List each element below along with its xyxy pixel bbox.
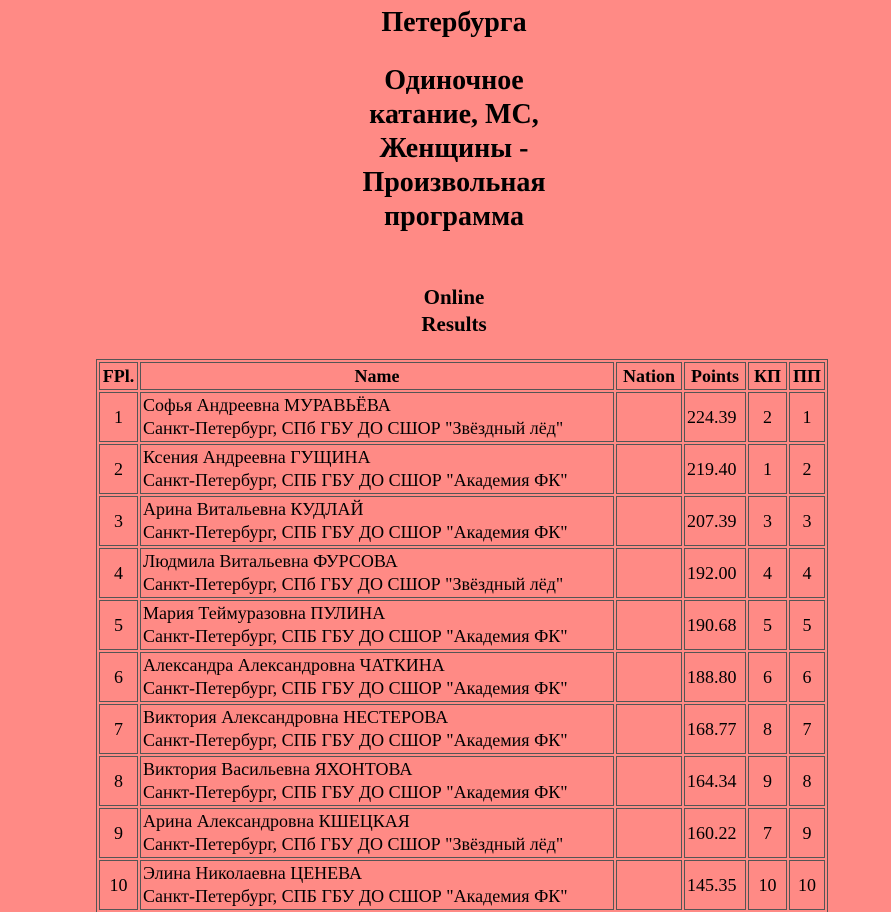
skater-club: Санкт-Петербург, СПБ ГБУ ДО СШОР "Академия ФК" <box>143 522 568 542</box>
place-cell: 3 <box>99 496 138 546</box>
points-cell: 207.39 <box>684 496 746 546</box>
table-row <box>99 600 825 650</box>
skater-club: Санкт-Петербург, СПб ГБУ ДО СШОР "Звёздный лёд" <box>143 418 564 438</box>
event-title-line: Одиночное <box>384 65 524 96</box>
nation-cell <box>616 444 682 494</box>
points-cell: 188.80 <box>684 652 746 702</box>
event-title-line: катание, МС, <box>369 99 539 130</box>
skater-name: Арина Витальевна КУДЛАЙ <box>143 499 364 519</box>
short-program-place-cell: 6 <box>748 652 787 702</box>
skater-name: Виктория Александровна НЕСТЕРОВА <box>143 707 449 727</box>
skater-name: Элина Николаевна ЦЕНЕВА <box>143 863 363 883</box>
skater-club: Санкт-Петербург, СПБ ГБУ ДО СШОР "Академия ФК" <box>143 678 568 698</box>
skater-club: Санкт-Петербург, СПБ ГБУ ДО СШОР "Академия ФК" <box>143 730 568 750</box>
nation-cell <box>616 808 682 858</box>
header-place: FPl. <box>99 362 138 390</box>
place-cell: 10 <box>99 860 138 910</box>
place-cell: 5 <box>99 600 138 650</box>
skater-name: Мария Теймуразовна ПУЛИНА <box>143 603 386 623</box>
skater-club: Санкт-Петербург, СПБ ГБУ ДО СШОР "Академия ФК" <box>143 886 568 906</box>
free-program-place-cell: 2 <box>789 444 825 494</box>
skater-cell <box>140 860 614 910</box>
points-cell: 160.22 <box>684 808 746 858</box>
nation-cell <box>616 704 682 754</box>
table-row <box>99 392 825 442</box>
skater-club: Санкт-Петербург, СПб ГБУ ДО СШОР "Звёздный лёд" <box>143 834 564 854</box>
nation-cell <box>616 548 682 598</box>
skater-club: Санкт-Петербург, СПБ ГБУ ДО СШОР "Академия ФК" <box>143 626 568 646</box>
points-cell: 224.39 <box>684 392 746 442</box>
table-row <box>99 652 825 702</box>
header-free-program: ПП <box>789 362 825 390</box>
short-program-place-cell: 8 <box>748 704 787 754</box>
short-program-place-cell: 10 <box>748 860 787 910</box>
free-program-place-cell: 9 <box>789 808 825 858</box>
table-row <box>99 860 825 910</box>
skater-club: Санкт-Петербург, СПб ГБУ ДО СШОР "Звёздный лёд" <box>143 574 564 594</box>
skater-name: Софья Андреевна МУРАВЬЁВА <box>143 395 391 415</box>
skater-cell <box>140 600 614 650</box>
nation-cell <box>616 392 682 442</box>
skater-cell <box>140 704 614 754</box>
skater-name: Людмила Витальевна ФУРСОВА <box>143 551 398 571</box>
short-program-place-cell: 9 <box>748 756 787 806</box>
header-nation: Nation <box>616 362 682 390</box>
short-program-place-cell: 5 <box>748 600 787 650</box>
table-row <box>99 704 825 754</box>
points-cell: 192.00 <box>684 548 746 598</box>
skater-name: Александра Александровна ЧАТКИНА <box>143 655 445 675</box>
skater-club: Санкт-Петербург, СПБ ГБУ ДО СШОР "Академия ФК" <box>143 782 568 802</box>
short-program-place-cell: 4 <box>748 548 787 598</box>
place-cell: 2 <box>99 444 138 494</box>
table-row <box>99 756 825 806</box>
skater-cell <box>140 808 614 858</box>
points-cell: 168.77 <box>684 704 746 754</box>
points-cell: 219.40 <box>684 444 746 494</box>
free-program-place-cell: 6 <box>789 652 825 702</box>
points-cell: 164.34 <box>684 756 746 806</box>
points-cell: 190.68 <box>684 600 746 650</box>
nation-cell <box>616 756 682 806</box>
skater-cell <box>140 548 614 598</box>
table-row <box>99 548 825 598</box>
skater-club: Санкт-Петербург, СПБ ГБУ ДО СШОР "Академия ФК" <box>143 470 568 490</box>
free-program-place-cell: 1 <box>789 392 825 442</box>
skater-cell <box>140 496 614 546</box>
header-points: Points <box>684 362 746 390</box>
online-results-heading <box>304 284 604 338</box>
free-program-place-cell: 3 <box>789 496 825 546</box>
results-body <box>99 392 825 910</box>
skater-name: Арина Александровна КШЕЦКАЯ <box>143 811 410 831</box>
header-name: Name <box>140 362 614 390</box>
place-cell: 6 <box>99 652 138 702</box>
online-results-line: Results <box>421 312 487 336</box>
short-program-place-cell: 7 <box>748 808 787 858</box>
free-program-place-cell: 4 <box>789 548 825 598</box>
place-cell: 9 <box>99 808 138 858</box>
place-cell: 8 <box>99 756 138 806</box>
free-program-place-cell: 5 <box>789 600 825 650</box>
table-row <box>99 808 825 858</box>
city-heading: Петербурга <box>381 7 527 38</box>
skater-name: Ксения Андреевна ГУЩИНА <box>143 447 371 467</box>
skater-cell <box>140 392 614 442</box>
free-program-place-cell: 7 <box>789 704 825 754</box>
results-table <box>96 359 828 912</box>
points-cell: 145.35 <box>684 860 746 910</box>
skater-cell <box>140 652 614 702</box>
place-cell: 1 <box>99 392 138 442</box>
short-program-place-cell: 1 <box>748 444 787 494</box>
event-title-line: Женщины - <box>379 133 529 164</box>
place-cell: 7 <box>99 704 138 754</box>
skater-name: Виктория Васильевна ЯХОНТОВА <box>143 759 413 779</box>
free-program-place-cell: 10 <box>789 860 825 910</box>
nation-cell <box>616 652 682 702</box>
table-row <box>99 444 825 494</box>
nation-cell <box>616 860 682 910</box>
event-title <box>304 64 604 234</box>
place-cell: 4 <box>99 548 138 598</box>
free-program-place-cell: 8 <box>789 756 825 806</box>
nation-cell <box>616 496 682 546</box>
online-results-line: Online <box>423 285 485 309</box>
skater-cell <box>140 444 614 494</box>
header-short-program: КП <box>748 362 787 390</box>
short-program-place-cell: 2 <box>748 392 787 442</box>
event-title-line: Произвольная <box>362 167 546 198</box>
table-header-row <box>99 362 825 390</box>
event-title-line: программа <box>384 201 524 232</box>
nation-cell <box>616 600 682 650</box>
table-row <box>99 496 825 546</box>
short-program-place-cell: 3 <box>748 496 787 546</box>
skater-cell <box>140 756 614 806</box>
